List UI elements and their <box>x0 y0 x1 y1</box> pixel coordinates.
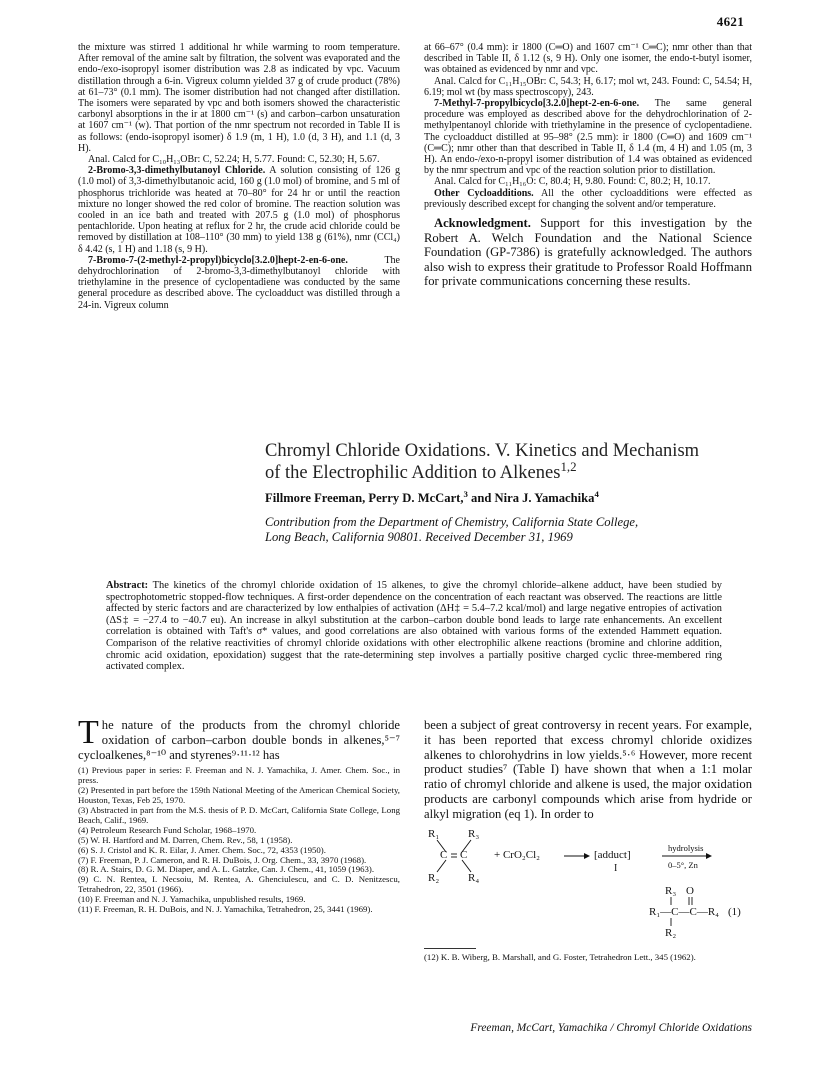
substituent-label: R₄ <box>468 871 480 884</box>
intro-paragraph-continued: been a subject of great controversy in recent years. For example, it has been reported that excess chromyl chloride oxidizes alkenes to chlorohydrins in low yields.⁵·⁶ However, more recent product studies⁷ (Table I) have shown that when a 1:1 molar ratio of chromyl chloride and alkene is used, the major oxidation products are carbonyl compounds which arise from hydride or alkyl migration (eq 1). In order to <box>424 718 752 821</box>
arrow-label-top: hydrolysis <box>668 842 704 853</box>
reagent: + CrO₂Cl₂ <box>494 848 540 861</box>
article-title <box>265 440 765 484</box>
paragraph-text: A solution consisting of 126 g (1.0 mol) of 3,3-dimethylbutanoic acid, 160 g (1.0 mol) of bromine, and 5 ml of phosphorus trichloride was heated at 70–80° for 24 hr or until the reaction mixture no longer showed the red color of bromine. The reaction solution was cooled in an ice bath and treated with 207.5 g (1.0 mol) of phosphorus pentachloride. Upon heating at reflux for 2 hr, the crude acid chloride could be removed by distillation at 108–110° (30 mm) to yield 138 g (61%), nmr (CCl₄) δ 4.42 (s, 1 H) and 1.18 (s, 9 H). <box>78 165 400 255</box>
section-heading: 7-Methyl-7-propylbicyclo[3.2.0]hept-2-en-6-one. <box>434 98 640 110</box>
experimental-column-left <box>78 42 400 311</box>
equation-1 <box>424 826 752 944</box>
product-substituent: R₃ <box>665 884 677 897</box>
paragraph <box>78 165 400 255</box>
footnote: (5) W. H. Hartford and M. Darren, Chem. Rev., 58, 1 (1958). <box>78 834 293 845</box>
footnote: (8) R. A. Stairs, D. G. M. Diaper, and A. L. Gatzke, Can. J. Chem., 41, 1059 (1963). <box>78 864 375 875</box>
author-names: Fillmore Freeman, Perry D. McCart, <box>265 491 464 505</box>
section-heading: 7-Bromo-7-(2-methyl-2-propyl)bicyclo[3.2.0]hept-2-en-6-one. <box>88 254 348 266</box>
acknowledgment-heading: Acknowledgment. <box>434 216 531 231</box>
paragraph <box>424 188 752 210</box>
intro-text: he nature of the products from the chromyl chloride oxidation of carbon–carbon double bonds in alkenes,⁵⁻⁷ cycloalkenes,⁸⁻¹⁰ and styrenes⁹·¹¹·¹² has <box>78 718 400 762</box>
footnote: (11) F. Freeman, R. H. DuBois, and N. J. Yamachika, Tetrahedron, 25, 3441 (1969). <box>78 904 373 915</box>
substituent-label: R₂ <box>428 871 440 884</box>
footnote: (12) K. B. Wiberg, B. Marshall, and G. Foster, Tetrahedron Lett., 345 (1962). <box>424 951 696 962</box>
substituent-label: R₁ <box>428 827 440 840</box>
footnotes <box>78 766 400 915</box>
paragraph <box>424 98 752 176</box>
footnote: (1) Previous paper in series: F. Freeman and N. J. Yamachika, J. Amer. Chem. Soc., in press. <box>78 765 400 786</box>
title-line-text: of the Electrophilic Addition to Alkenes <box>265 463 561 483</box>
analysis-paragraph: Anal. Calcd for C₁₁H₁₆O: C, 80.4; H, 9.80. Found: C, 80.2; H, 10.17. <box>434 176 711 188</box>
affiliation-line: Contribution from the Department of Chemistry, California State College, <box>265 515 639 529</box>
paragraph: at 66–67° (0.4 mm): ir 1800 (C═O) and 1607 cm⁻¹ C═C); nmr other than that described in Table II, δ 1.12 (s, 9 H). Only one isomer, the endo-t-butyl isomer, was obtained as evidenced by nmr and vpc. <box>424 42 752 76</box>
drop-cap: T <box>78 714 99 751</box>
acknowledgment-text: Support for this investigation by the Robert A. Welch Foundation and the National Science Foundation (GP-7386) is gratefully acknowledged. The authors also wish to express their gratitude to Professor Roald Hoffmann for private communications concerning these results. <box>424 216 752 289</box>
paragraph <box>78 255 400 311</box>
experimental-column-right <box>424 42 752 289</box>
paragraph-text: The same general procedure was employed as described above for the dehydrochlorination of 2-methylpentanoyl chloride with triethylamine in the presence of cyclopentadiene. The cycloadduct distilled at 95–98° (2.5 mm): ir 1800 (C═O) and 1609 cm⁻¹ (C═C); nmr other than that described in Table II, δ 1.4 (m, 4 H) and 1.05 (m, 3 H). An endo-/exo-n-propyl isomer distribution of 1.4 was obtained as evidenced by the nmr spectrum and vpc of the reaction solution prior to distillation. <box>424 98 752 177</box>
equation-number: (1) <box>728 905 741 918</box>
analysis-paragraph: Anal. Calcd for C₁₀H₁₃OBr: C, 52.24; H, 5.77. Found: C, 52.30; H, 5.67. <box>88 154 380 166</box>
product-chain: R₁—C—C—R₄ <box>649 905 720 918</box>
affiliation-line: Long Beach, California 90801. Received December 31, 1969 <box>265 530 573 544</box>
title-footnote-mark: 1,2 <box>560 458 577 474</box>
title-line: Chromyl Chloride Oxidations. V. Kinetics and Mechanism <box>265 441 700 461</box>
alkene-carbon: C <box>460 848 468 861</box>
abstract-label: Abstract: <box>106 580 149 591</box>
product-oxygen: O <box>686 884 694 897</box>
footnote: (6) S. J. Cristol and K. R. Eilar, J. Amer. Chem. Soc., 72, 4353 (1950). <box>78 844 326 855</box>
page-number: 4621 <box>716 14 744 29</box>
adduct: [adduct] <box>594 848 631 861</box>
paragraph-text: The dehydrochlorination of 2-bromo-3,3-dimethylbutanoyl chloride with triethylamine in the presence of cyclopentadiene was conducted by the same general procedure as described above. The cycloadduct was distilled through a 24-in. Vigreux column <box>78 254 400 311</box>
section-heading: 2-Bromo-3,3-dimethylbutanoyl Chloride. <box>88 165 266 177</box>
abstract <box>106 580 722 673</box>
footnote: (3) Abstracted in part from the M.S. thesis of P. D. McCart, California State College, Long Beach, Calif., 1969. <box>78 805 400 825</box>
author-names: and Nira J. Yamachika <box>467 491 595 505</box>
section-heading: Other Cycloadditions. <box>434 187 534 199</box>
abstract-text: The kinetics of the chromyl chloride oxidation of 15 alkenes, to give the chromyl chloride–alkene adduct, have been studied by spectrophotometric stopped-flow techniques. A first-order dependence on the concentration of each reactant was observed. The reactions are little affected by steric factors and are characterized by low enthalpies of activation (ΔH‡ = 5.4–7.2 kcal/mol) and large negative entropies of activation (ΔS‡ = −27.4 to −40.7 eu). An increase in alkyl substitution at the carbon–carbon double bond leads to large rate enhancements. An excellent correlation is obtained with Taft's σ* values, and good correlations are also obtained with various forms of the extended Hammett equation. Comparison of the relative reactivities of chromyl chloride oxidations with other electrophilic alkene reactions (bromine and chlorine addition, chromic acid oxidation, epoxidation) suggest that the rate-determining step involves a partially positive charged cyclic three-membered ring activated complex. <box>106 580 722 673</box>
product-substituent: R₂ <box>665 926 677 939</box>
intro-paragraph <box>78 714 400 762</box>
authors <box>265 488 755 506</box>
arrow-label-bottom: 0–5°, Zn <box>668 859 698 870</box>
body-column-left <box>78 714 400 915</box>
alkene-carbon: C <box>440 848 448 861</box>
author-footnote-mark: 4 <box>594 488 599 499</box>
substituent-label: R₃ <box>468 827 480 840</box>
footnote: (10) F. Freeman and N. J. Yamachika, unpublished results, 1969. <box>78 894 306 905</box>
body-column-right <box>424 718 752 962</box>
author-footnote-mark: 3 <box>463 488 468 499</box>
title-line <box>265 458 765 484</box>
footnote: (7) F. Freeman, P. J. Cameron, and R. H. DuBois, J. Org. Chem., 33, 3970 (1968). <box>78 854 367 865</box>
paragraph-text: All the other cycloadditions were effected as previously described except for changing the solvent and/or temperature. <box>424 187 752 210</box>
acknowledgment <box>424 216 752 289</box>
paragraph: the mixture was stirred 1 additional hr while warming to room temperature. After removal of the amine salt by filtration, the solvent was evaporated and the endo-/exo-isopropyl isomer distribution was 2.8 as indicated by vpc. Vacuum distillation through a 6-in. Vigreux column yielded 37 g of crude product (78%) at 61–73° (0.1 mm). The isomer distribution had not changed after distillation. The isomers were separated by vpc and both isomers showed the characteristic carbonyl absorptions in the ir at 1800 cm⁻¹ (s) and carbon–carbon unsaturation at 1607 cm⁻¹ (w). That portion of the nmr spectrum not recorded in Table II is as follows: (endo-isopropyl isomer) δ 1.9 (m, 1 H), 1.0 (d, 3 H), and 1.1 (d, 3 H). <box>78 42 400 154</box>
adduct-label: I <box>614 862 618 874</box>
footnote: (4) Petroleum Research Fund Scholar, 1968–1970. <box>78 824 257 835</box>
footnote: (9) C. N. Rentea, I. Necsoiu, M. Rentea, A. Ghenciulescu, and C. D. Nenitzescu, Tetrahedron, 22, 3501 (1966). <box>78 874 400 895</box>
analysis-paragraph: Anal. Calcd for C₁₁H₁₅OBr: C, 54.3; H, 6.17; mol wt, 243. Found: C, 54.54; H, 6.19; mol wt (by mass spectroscopy), 243. <box>424 75 752 98</box>
affiliation <box>265 515 755 545</box>
footnote: (2) Presented in part before the 159th National Meeting of the American Chemical Society, Houston, Texas, Feb 25, 1970. <box>78 785 400 806</box>
footnote-rule <box>424 948 476 949</box>
running-footer: Freeman, McCart, Yamachika / Chromyl Chloride Oxidations <box>470 1022 752 1034</box>
